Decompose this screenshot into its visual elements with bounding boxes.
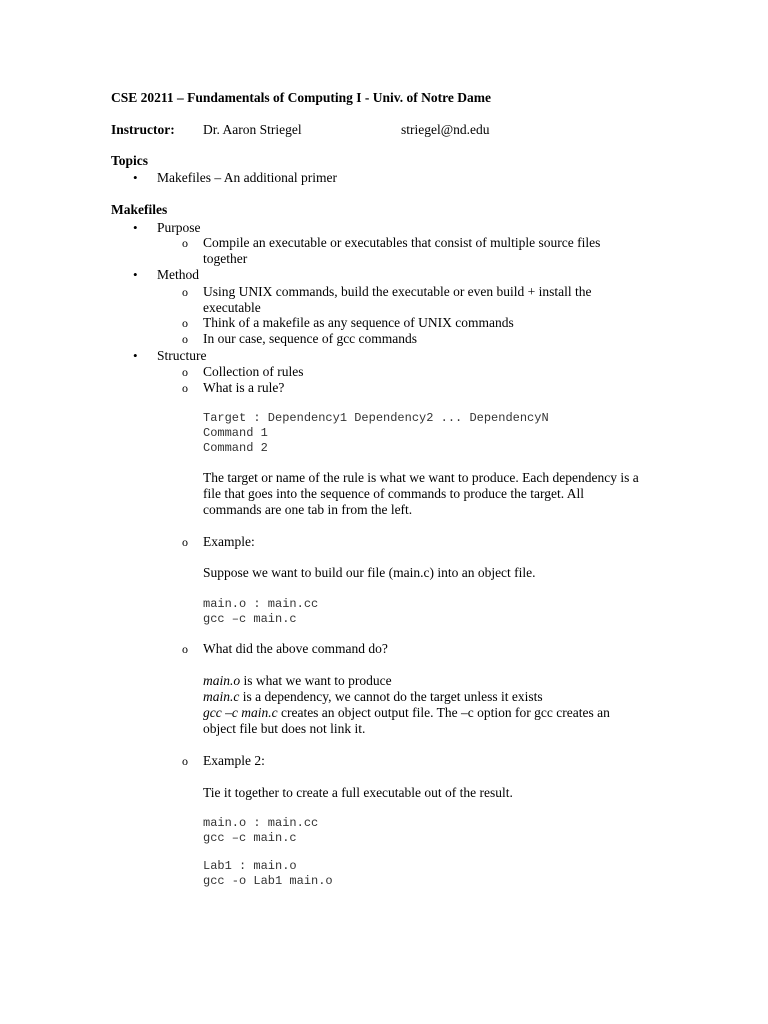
method-text-line: In our case, sequence of gcc commands (203, 331, 418, 346)
rule-desc-line: file that goes into the sequence of commands to produce the target. All (203, 486, 585, 501)
rule-desc-line: The target or name of the rule is what we want to produce. Each dependency is a (203, 470, 639, 485)
instructor-name: Dr. Aaron Striegel (203, 122, 302, 137)
method-text-line: Think of a makefile as any sequence of UNIX commands (203, 315, 514, 330)
topics-item: Makefiles – An additional primer (157, 170, 337, 185)
answer-term: gcc –c main.c (203, 705, 278, 720)
makefiles-heading: Makefiles (111, 202, 168, 217)
example1-label: Example: (203, 534, 255, 549)
sub-bullet-icon: o (182, 316, 188, 330)
purpose-text-line: together (203, 251, 248, 266)
answer-text: creates an object output file. The –c option for gcc creates an (277, 705, 610, 720)
sub-bullet-icon: o (182, 754, 188, 768)
answer-line (203, 721, 365, 737)
answer-term: main.c (203, 689, 240, 704)
sub-bullet-icon: o (182, 642, 188, 656)
example2-code-line: Lab1 : main.o (203, 859, 297, 873)
sub-bullet-icon: o (182, 381, 188, 395)
answer-line (203, 673, 392, 689)
rule-desc-line: commands are one tab in from the left. (203, 502, 413, 517)
purpose-text-line: Compile an executable or executables that consist of multiple source files (203, 235, 601, 250)
structure-label: Structure (157, 348, 207, 363)
method-label: Method (157, 267, 199, 282)
bullet-icon: • (133, 267, 138, 282)
example2-label: Example 2: (203, 753, 265, 768)
rule-code-line: Command 2 (203, 441, 268, 455)
example2-code-line: gcc -o Lab1 main.o (203, 874, 333, 888)
sub-bullet-icon: o (182, 332, 188, 346)
rule-code-line: Target : Dependency1 Dependency2 ... DependencyN (203, 411, 549, 425)
sub-bullet-icon: o (182, 285, 188, 299)
answer-text: is a dependency, we cannot do the target unless it exists (239, 689, 543, 704)
instructor-label: Instructor: (111, 122, 175, 137)
sub-bullet-icon: o (182, 535, 188, 549)
sub-bullet-icon: o (182, 365, 188, 379)
answer-line (203, 705, 610, 721)
answer-line (203, 689, 543, 705)
topics-heading: Topics (111, 153, 149, 168)
example1-desc: Suppose we want to build our file (main.c) into an object file. (203, 565, 536, 580)
bullet-icon: • (133, 170, 138, 185)
course-title: CSE 20211 – Fundamentals of Computing I - Univ. of Notre Dame (111, 90, 492, 105)
rule-code-line: Command 1 (203, 426, 268, 440)
answer-text: object file but does not link it. (203, 721, 366, 736)
example2-code-line: gcc –c main.c (203, 831, 297, 845)
instructor-email: striegel@nd.edu (401, 122, 490, 137)
bullet-icon: • (133, 220, 138, 235)
question-text: What did the above command do? (203, 641, 388, 656)
example2-desc: Tie it together to create a full executable out of the result. (203, 785, 513, 800)
example1-code-line: main.o : main.cc (203, 597, 319, 611)
structure-item: What is a rule? (203, 380, 285, 395)
method-text-line: Using UNIX commands, build the executable or even build + install the (203, 284, 592, 299)
structure-item: Collection of rules (203, 364, 304, 379)
answer-term: main.o (203, 673, 241, 688)
sub-bullet-icon: o (182, 236, 188, 250)
example1-code-line: gcc –c main.c (203, 612, 297, 626)
answer-text: is what we want to produce (240, 673, 392, 688)
bullet-icon: • (133, 348, 138, 363)
method-text-line: executable (203, 300, 261, 315)
example2-code-line: main.o : main.cc (203, 816, 319, 830)
purpose-label: Purpose (157, 220, 201, 235)
